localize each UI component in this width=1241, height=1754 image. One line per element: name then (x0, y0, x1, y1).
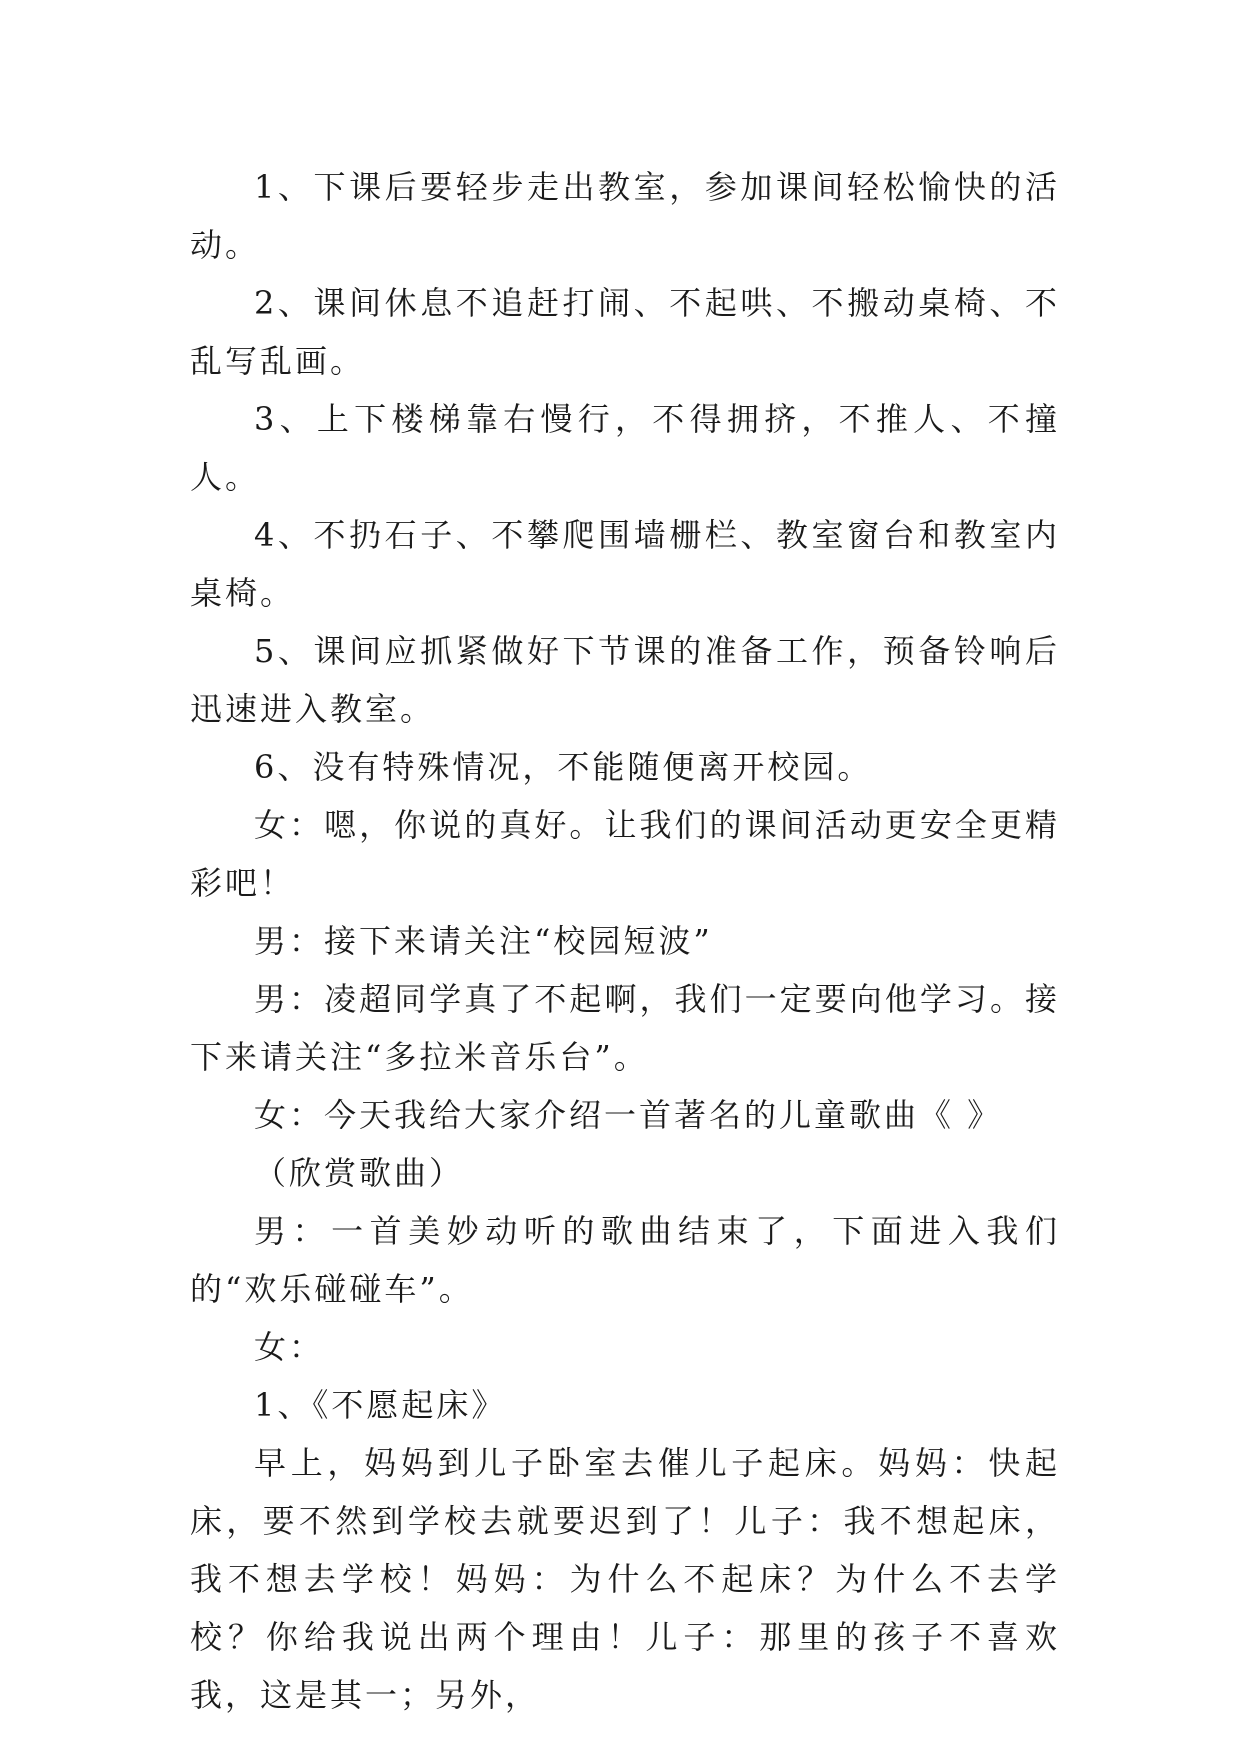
paragraph-rule-5: 5、课间应抓紧做好下节课的准备工作，预备铃响后迅速进入教室。 (190, 632, 1060, 728)
paragraph-rule-4: 4、不扔石子、不攀爬围墙栅栏、教室窗台和教室内桌椅。 (190, 516, 1060, 612)
paragraph-dialogue-male-2: 男：凌超同学真了不起啊，我们一定要向他学习。接下来请关注“多拉米音乐台”。 (190, 980, 1060, 1076)
paragraph-dialogue-female-1: 女：嗯，你说的真好。让我们的课间活动更安全更精彩吧！ (190, 806, 1060, 902)
paragraph-dialogue-female-3: 女： (254, 1328, 325, 1366)
paragraph-dialogue-male-3: 男：一首美妙动听的歌曲结束了，下面进入我们的“欢乐碰碰车”。 (190, 1212, 1060, 1308)
paragraph-rule-1: 1、下课后要轻步走出教室，参加课间轻松愉快的活动。 (190, 168, 1060, 264)
paragraph-joke-title: 1、《不愿起床》 (254, 1386, 507, 1424)
paragraph-dialogue-male-1: 男：接下来请关注“校园短波” (254, 922, 713, 960)
paragraph-rule-3: 3、上下楼梯靠右慢行，不得拥挤，不推人、不撞人。 (190, 400, 1060, 496)
document-body (190, 158, 1060, 1724)
paragraph-stage-note: （欣赏歌曲） (254, 1154, 465, 1192)
paragraph-dialogue-female-2: 女：今天我给大家介绍一首著名的儿童歌曲《 》 (254, 1096, 1003, 1134)
paragraph-rule-6: 6、没有特殊情况，不能随便离开校园。 (254, 748, 873, 786)
paragraph-joke-body: 早上，妈妈到儿子卧室去催儿子起床。妈妈：快起床，要不然到学校去就要迟到了！儿子：我不想起床，我不想去学校！妈妈：为什么不起床？为什么不去学校？你给我说出两个理由！儿子：那里的孩子不喜欢我，这是其一；另外， (190, 1444, 1060, 1714)
paragraph-rule-2: 2、课间休息不追赶打闹、不起哄、不搬动桌椅、不乱写乱画。 (190, 284, 1060, 380)
